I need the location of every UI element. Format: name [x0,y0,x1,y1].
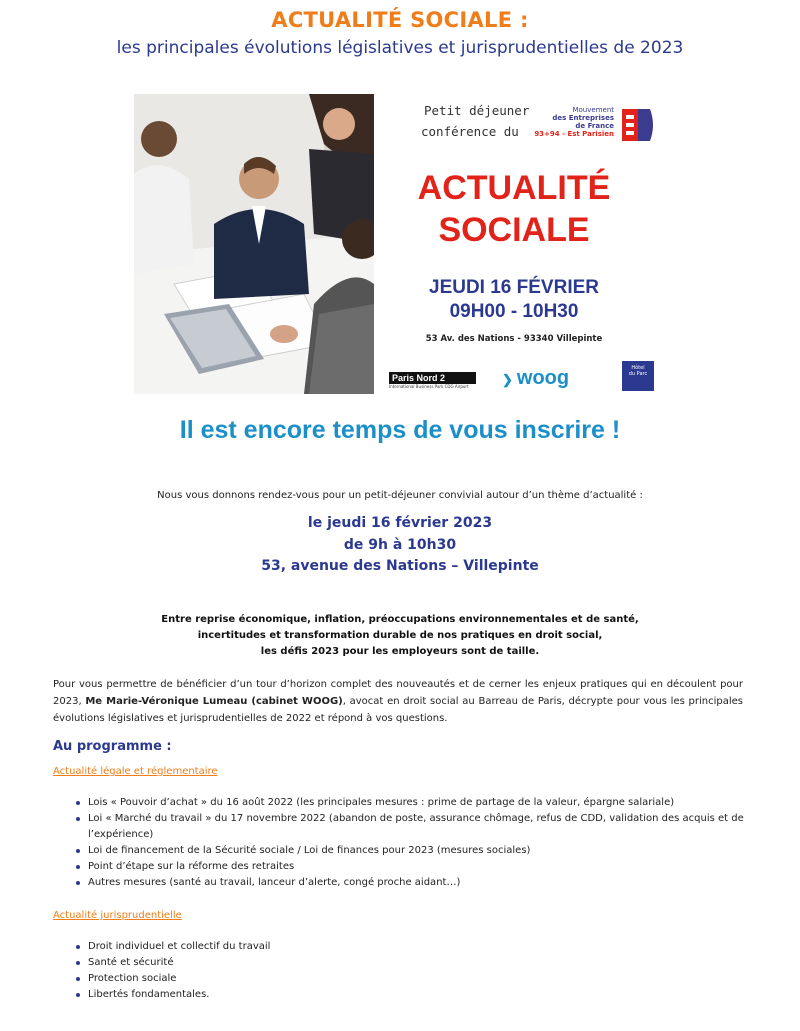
woog-name: woog [516,367,570,389]
description-after: , avocat en droit social au Barreau de Paris, décrypte pour vous les principales évolutions législatives et jurisprudentielles de 2022 et répond à vos questions. [53,696,744,724]
paris-nord-sub: International Business Park CDG Airport [389,384,469,389]
medef-line-4: 93+94 - Est Parisien [534,130,614,138]
list-item: Point d’étape sur la réforme des retraites [74,859,744,875]
banner-tagline-1: Petit déjeuner [424,103,530,118]
woog-logo [502,367,569,390]
list-item: Loi de financement de la Sécurité sociale / Loi de finances pour 2023 (mesures sociales) [74,843,744,859]
context-line-2: incertitudes et transformation durable de nos pratiques en droit social, [197,630,603,641]
hotel-du-parc-logo [622,361,654,391]
list-item: Lois « Pouvoir d’achat » du 16 août 2022 (les principales mesures : prime de partage de la valeur, épargne salariale) [74,795,744,811]
list-item: Droit individuel et collectif du travail [74,939,744,955]
hotel-line-2: du Parc [628,371,648,377]
description-paragraph [53,676,743,727]
program-section-2-list [74,939,744,1003]
list-item: Libertés fondamentales. [74,987,744,1003]
banner-headline-1: ACTUALITÉ [417,169,611,207]
register-cta[interactable]: Il est encore temps de vous inscrire ! [179,416,621,444]
event-address: 53, avenue des Nations – Villepinte [261,558,539,574]
paris-nord-name: Paris Nord 2 [389,372,476,384]
banner-time: 09H00 - 10H30 [449,301,579,322]
medef-logo-icon [622,107,656,143]
list-item: Santé et sécurité [74,955,744,971]
banner-date: JEUDI 16 FÉVRIER [429,277,599,298]
event-date: le jeudi 16 février 2023 [307,515,493,531]
list-item: Autres mesures (santé au travail, lanceur d’alerte, congé proche aidant…) [74,875,744,891]
page-subtitle: les principales évolutions législatives et jurisprudentielles de 2023 [116,38,684,58]
context-line-3: les défis 2023 pour les employeurs sont de taille. [260,646,540,657]
banner-headline-2: SOCIALE [438,211,590,249]
banner-address: 53 Av. des Nations - 93340 Villepinte [425,334,603,344]
list-item: Loi « Marché du travail » du 17 novembre 2022 (abandon de poste, assurance chômage, refus de CDD, validation des acquis et de l’expérience) [74,811,744,843]
page-title: ACTUALITÉ SOCIALE : [271,8,529,32]
program-section-1-heading: Actualité légale et réglementaire [53,766,218,777]
event-banner [134,94,666,394]
intro-text: Nous vous donnons rendez-vous pour un petit-déjeuner convivial autour d’un thème d’actualité : [157,490,643,501]
event-time: de 9h à 10h30 [343,537,457,553]
context-line-1: Entre reprise économique, inflation, préoccupations environnementales et de santé, [161,614,639,625]
program-section-2-heading: Actualité jurisprudentielle [53,910,182,921]
banner-info [374,94,666,394]
speaker-name: Me Marie-Véronique Lumeau (cabinet WOOG) [85,696,343,707]
description-before: Pour vous permettre de bénéficier d’un tour d’horizon complet des nouveautés et de cerner les enjeux pratiques qui en découlent pour 2023, [53,679,743,707]
medef-line-2: des Entreprises [552,114,614,122]
hotel-line-1: Hôtel [631,365,645,371]
paris-nord-logo [389,372,476,390]
meeting-photo-illustration [134,94,374,394]
medef-text [514,106,614,138]
program-title: Au programme : [53,739,172,754]
medef-line-1: Mouvement [572,106,614,114]
program-section-1-list [74,795,744,891]
list-item: Protection sociale [74,971,744,987]
medef-line-3: de France [575,122,614,130]
woog-mark-icon: ❯ [502,372,513,387]
banner-tagline-2: conférence du [421,124,519,139]
meeting-photo [134,94,374,394]
